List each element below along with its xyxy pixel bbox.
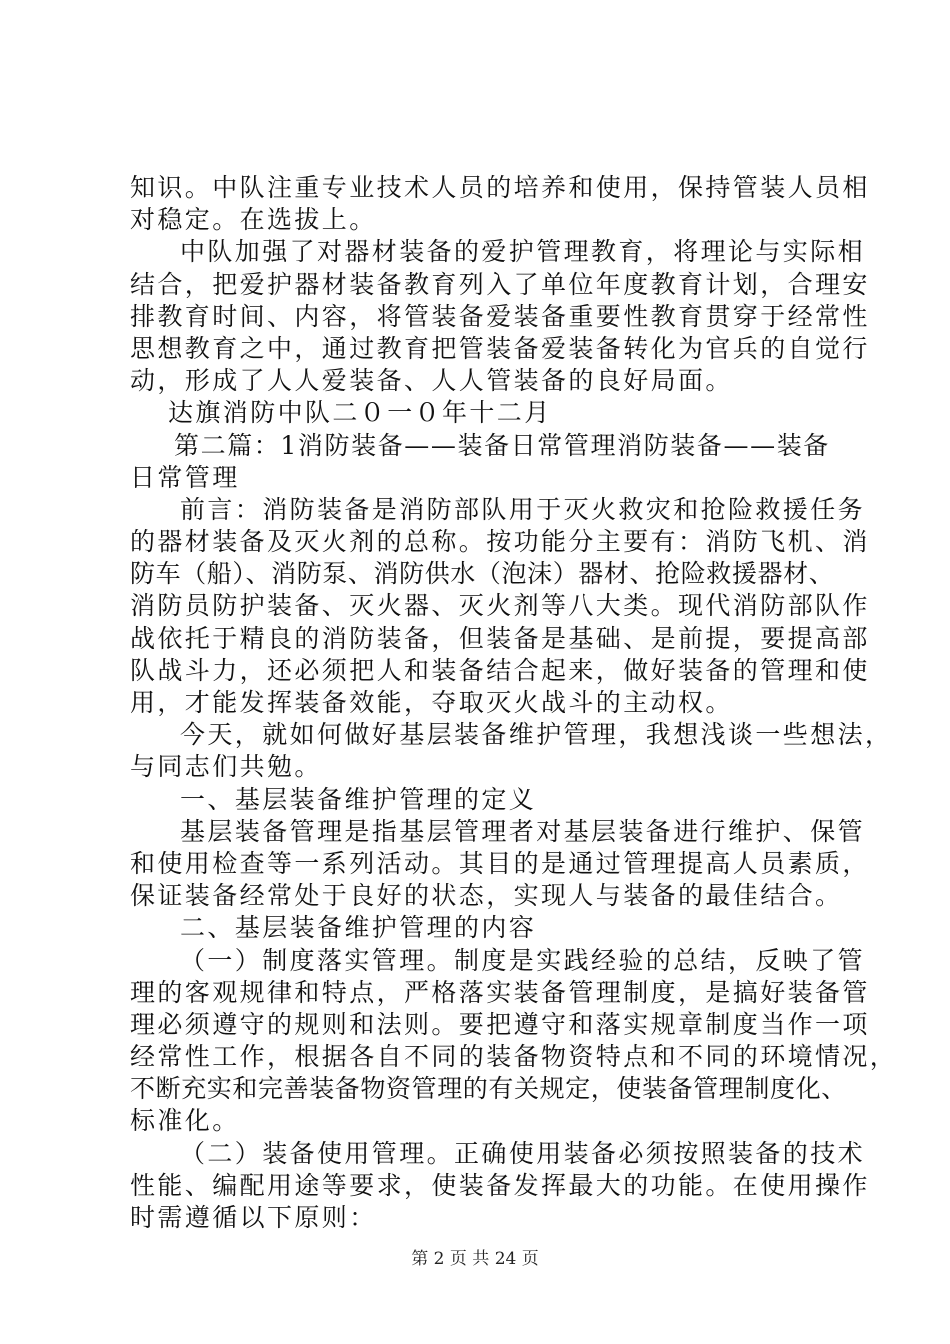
text-line: 前言：消防装备是消防部队用于灭火救灾和抢险救援任务	[180, 494, 866, 524]
text-line: 保证装备经常处于良好的状态，实现人与装备的最佳结合。	[130, 881, 843, 911]
text-line: 与同志们共勉。	[130, 752, 322, 782]
text-line: 对稳定。在选拔上。	[130, 205, 377, 235]
text-line: 排教育时间、内容，将管装备爱装备重要性教育贯穿于经常性	[130, 301, 870, 331]
section-heading-continued: 日常管理	[130, 462, 240, 492]
document-body	[130, 172, 898, 1234]
page-number-footer: 第 2 页 共 24 页	[411, 1249, 539, 1269]
text-line: 经常性工作，根据各自不同的装备物资特点和不同的环境情况，	[130, 1042, 898, 1072]
text-line: 中队加强了对器材装备的爱护管理教育，将理论与实际相	[180, 237, 866, 267]
subheading: 二、基层装备维护管理的内容	[180, 913, 537, 943]
text-line: 理的客观规律和特点，严格落实装备管理制度，是搞好装备管	[130, 977, 870, 1007]
section-heading: 第二篇：1消防装备——装备日常管理消防装备——装备	[174, 430, 830, 460]
text-line: 理必须遵守的规则和法则。要把遵守和落实规章制度当作一项	[130, 1009, 870, 1039]
text-line: 用，才能发挥装备效能，夺取灭火战斗的主动权。	[130, 688, 733, 717]
text-line: 战依托于精良的消防装备，但装备是基础、是前提，要提高部	[130, 623, 870, 653]
text-line: 和使用检查等一系列活动。其目的是通过管理提高人员素质，	[130, 848, 870, 878]
text-line: 结合，把爱护器材装备教育列入了单位年度教育计划，合理安	[130, 269, 870, 299]
text-line: 消防员防护装备、灭火器、灭火剂等八大类。现代消防部队作	[130, 591, 870, 621]
text-line: 动，形成了人人爱装备、人人管装备的良好局面。	[130, 366, 733, 396]
text-line: 知识。中队注重专业技术人员的培养和使用，保持管装人员相	[130, 173, 870, 202]
text-line: 队战斗力，还必须把人和装备结合起来，做好装备的管理和使	[130, 655, 870, 685]
text-line: 标准化。	[130, 1106, 240, 1136]
text-line: 性能、编配用途等要求，使装备发挥最大的功能。在使用操作	[130, 1170, 870, 1200]
text-line: 今天，就如何做好基层装备维护管理，我想浅谈一些想法，	[180, 720, 893, 750]
text-line: 时需遵循以下原则：	[130, 1203, 377, 1232]
text-line: 防车（船）、消防泵、消防供水（泡沫）器材、抢险救援器材、	[130, 559, 835, 589]
text-line: （一）制度落实管理。制度是实践经验的总结，反映了管	[180, 945, 866, 975]
text-line: 不断充实和完善装备物资管理的有关规定，使装备管理制度化、	[130, 1074, 847, 1104]
subheading: 一、基层装备维护管理的定义	[180, 784, 537, 814]
text-line: 基层装备管理是指基层管理者对基层装备进行维护、保管	[180, 816, 866, 846]
text-line: 的器材装备及灭火剂的总称。按功能分主要有：消防飞机、消	[130, 527, 870, 557]
text-line: 思想教育之中，通过教育把管装备爱装备转化为官兵的自觉行	[130, 333, 870, 363]
signature-line: 达旗消防中队二０一０年十二月	[168, 398, 552, 428]
text-line: （二）装备使用管理。正确使用装备必须按照装备的技术	[180, 1138, 866, 1168]
